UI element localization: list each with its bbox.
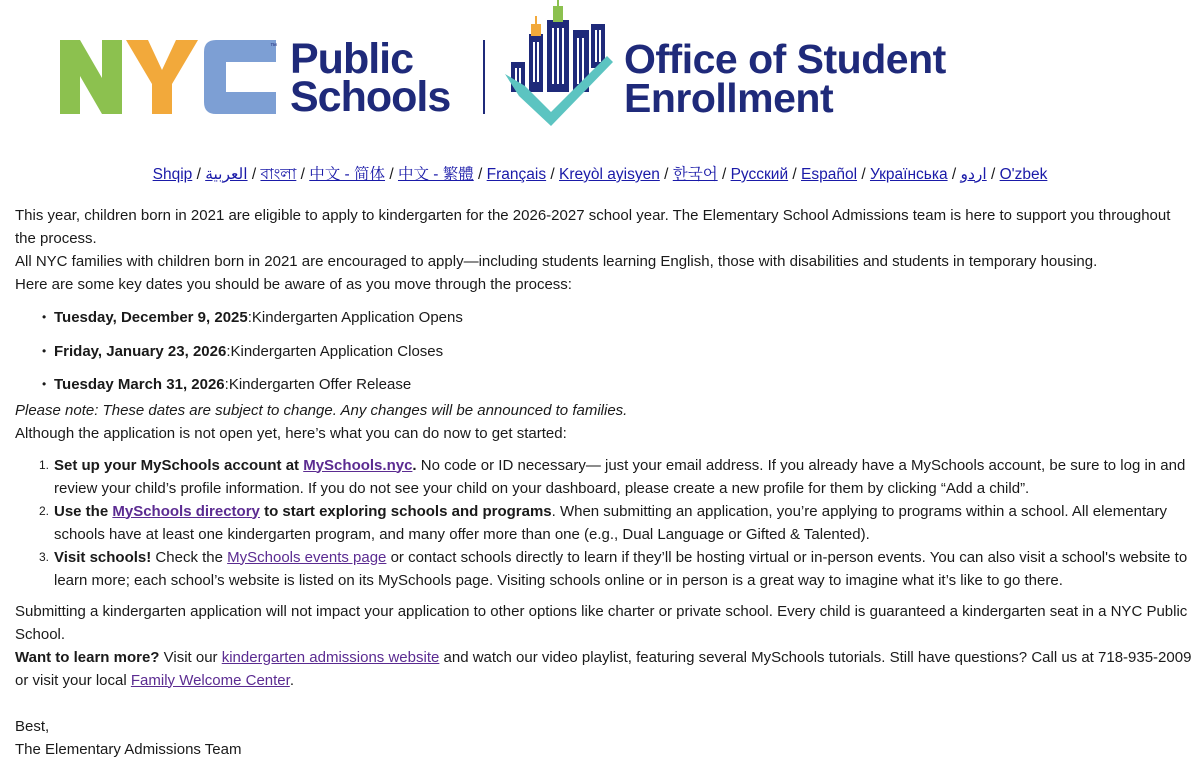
step-text: . When submitting an application, you’re applying to programs within a school. All elementary schools have at least one kindergarten program, and many offer more than one (e.g., Dual Language or Gifted & Talented). — [54, 502, 1167, 543]
step-item — [39, 454, 1193, 500]
email-header — [0, 0, 1200, 150]
lang-link-spanish[interactable]: Español — [801, 166, 858, 183]
key-date-item: • Tuesday March 31, 2026:Kindergarten Offer Release — [54, 373, 1193, 396]
lang-link-ukrainian[interactable]: Українська — [869, 166, 948, 183]
lang-link-chinese-traditional[interactable]: 中文 - 繁體 — [397, 166, 474, 183]
spacer — [15, 592, 1193, 600]
key-date-event: Kindergarten Application Opens — [251, 309, 463, 326]
step-item — [39, 500, 1193, 546]
lang-link-haitian-creole[interactable]: Kreyòl ayisyen — [559, 166, 660, 183]
myschools-events-link[interactable]: MySchools events page — [227, 548, 387, 566]
ose-logo-mark — [503, 0, 615, 128]
dates-note: Please note: These dates are subject to change. Any changes will be announced to families. — [15, 401, 628, 419]
signature: The Elementary Admissions Team — [15, 740, 242, 758]
lang-link-french[interactable]: Français — [486, 166, 547, 183]
step-text: No code or ID necessary— just your email address. If you already have a MySchools account, be sure to log in and review your child’s profile information. If you do not see your child on your dashboard, please create a new profile for them by clicking “Add a child”. — [54, 456, 1186, 497]
key-date: Friday, January 23, 2026 — [54, 342, 227, 360]
key-dates-list — [15, 306, 1193, 396]
step-number: 3. — [39, 549, 50, 564]
step-text: Check the — [151, 548, 228, 566]
spacer — [15, 692, 1193, 715]
learn-more-text: Visit our — [159, 648, 222, 666]
step-item — [39, 546, 1193, 592]
key-date-item: • Friday, January 23, 2026:Kindergarten Application Closes — [54, 340, 1193, 363]
logo-divider — [483, 40, 485, 114]
signoff: Best, — [15, 717, 50, 735]
step-bold: to start exploring schools and programs — [259, 502, 552, 520]
key-date: Tuesday, December 9, 2025 — [54, 309, 248, 326]
key-date-event: Kindergarten Offer Release — [228, 376, 412, 393]
lang-link-arabic[interactable]: العربية — [205, 166, 248, 183]
kindergarten-admissions-link[interactable]: kindergarten admissions website — [221, 648, 440, 666]
myschools-directory-link[interactable]: MySchools directory — [112, 502, 260, 520]
learn-more-paragraph — [15, 646, 1193, 692]
lang-link-russian[interactable]: Русский — [730, 166, 789, 183]
intro-paragraph-1: This year, children born in 2021 are eligible to apply to kindergarten for the 2026-2027 school year. The Elementary School Admissions team is here to support you throughout the process. — [15, 207, 1171, 247]
public-schools-wordmark — [290, 35, 451, 121]
step-bold: Visit schools! — [54, 548, 152, 566]
key-date-event: Kindergarten Application Closes — [230, 342, 444, 360]
svg-text:™: ™ — [270, 43, 277, 50]
ose-line1: Office of Student — [624, 36, 946, 82]
key-date-item: • Tuesday, December 9, 2025:Kindergarten Application Opens — [54, 306, 1193, 329]
ps-line1: Public — [290, 35, 414, 83]
lang-link-uzbek[interactable]: O'zbek — [999, 166, 1048, 183]
key-date: Tuesday March 31, 2026 — [54, 376, 225, 393]
lang-link-chinese-simplified[interactable]: 中文 - 简体 — [309, 166, 386, 183]
ose-wordmark — [624, 36, 946, 121]
lang-link-korean[interactable]: 한국어 — [672, 166, 718, 183]
intro-paragraph-3: Here are some key dates you should be aware of as you move through the process: — [15, 276, 572, 293]
step-number: 2. — [39, 503, 50, 518]
family-welcome-center-link[interactable]: Family Welcome Center — [130, 671, 290, 689]
lang-link-bengali[interactable]: বাংলা — [260, 166, 297, 183]
ps-line2: Schools — [290, 73, 451, 121]
learn-more-text: . — [289, 671, 294, 689]
step-bold: Use the — [54, 502, 113, 520]
lang-link-urdu[interactable]: اردو — [960, 166, 987, 183]
email-body — [15, 204, 1193, 761]
nyc-logo — [58, 40, 280, 116]
step-text: or contact schools directly to learn if they’ll be hosting virtual or in-person events. You can also visit a school's website to learn more; each school’s website is listed on its MySchools page. Visiting schools online or in person is a great way to imagine what it’s like to go there. — [54, 548, 1188, 589]
step-bold: . — [412, 456, 417, 474]
step-number: 1. — [39, 457, 50, 472]
ose-line2: Enrollment — [624, 75, 834, 121]
learn-more-heading: Want to learn more? — [15, 648, 160, 666]
learn-more-text: and watch our video playlist, featuring several MySchools tutorials. Still have questions? Call us at 718-935-2009 or visit your local — [15, 648, 1192, 689]
myschools-link[interactable]: MySchools.nyc — [303, 456, 413, 474]
language-bar: Shqip / العربية / বাংলা / 中文 - 简体 / 中文 - 繁體 / Français / Kreyòl ayisyen / 한국어 / Русский / Español / Українська / اردو / O'zbek — [152, 166, 1048, 183]
lang-link-albanian[interactable]: Shqip — [152, 166, 193, 183]
intro-paragraph-2: All NYC families with children born in 2021 are encouraged to apply—including students learning English, those with disabilities and students in temporary housing. — [15, 253, 1098, 270]
steps-intro: Although the application is not open yet, here’s what you can do now to get started: — [15, 424, 567, 442]
step-bold: Set up your MySchools account at — [54, 456, 304, 474]
steps-list — [15, 454, 1193, 592]
closing-paragraph: Submitting a kindergarten application will not impact your application to other options like charter or private school. Every child is guaranteed a kindergarten seat in a NYC Public School. — [15, 602, 1188, 643]
